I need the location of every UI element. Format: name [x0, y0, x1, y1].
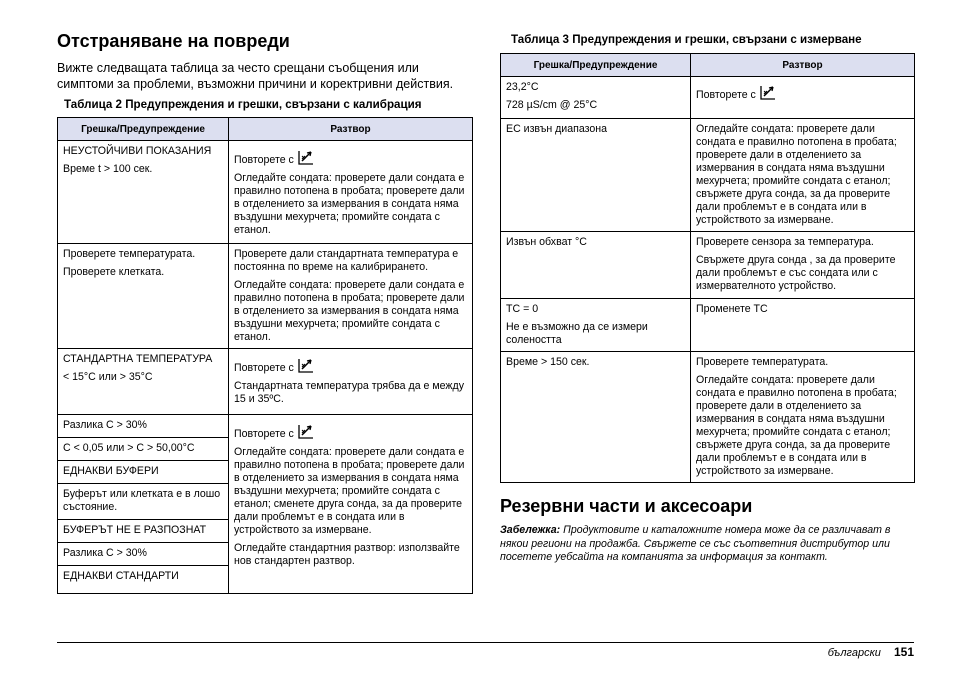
error-cell: TC = 0 Не е възможно да се измери солеността — [501, 299, 691, 352]
column-header-error: Грешка/Предупреждение — [58, 118, 229, 141]
solution-cell: Повторете с Стандартната температура трябва да е между 15 и 35ºC. — [229, 349, 473, 415]
table-row — [58, 349, 473, 415]
calibration-errors-table — [57, 117, 473, 594]
error-cell: ЕДНАКВИ СТАНДАРТИ — [58, 566, 229, 594]
table-row — [58, 244, 473, 349]
table-row — [501, 299, 915, 352]
error-cell: БУФЕРЪТ НЕ Е РАЗПОЗНАТ — [58, 520, 229, 543]
read-probe-icon — [298, 358, 314, 373]
footer-divider — [57, 642, 914, 643]
solution-cell: Проверете сензора за температура. Свържете друга сонда , за да проверите дали проблемът е със сондата или с измервателното устройство. — [691, 232, 915, 299]
table-row — [501, 352, 915, 483]
table-row — [501, 232, 915, 299]
page-number: 151 — [893, 645, 914, 659]
solution-cell: Проверете дали стандартната температура е постоянна по време на калибрирането. Огледайте сондата: проверете дали сондата е правилно потопена в пробата; проверете дали в отделението за измервания в сондата няма въздушни мехурчета; промийте сондата с етанол. — [229, 244, 473, 349]
solution-cell: Огледайте сондата: проверете дали сондата е правилно потопена в пробата; проверете дали в отделението за измервания в сондата няма въздушни мехурчета; промийте сондата с етанол; свържете друга сонда, за да проверите дали проблемът е в сондата или в устройството за измерване. — [691, 119, 915, 232]
solution-cell: Променете TC — [691, 299, 915, 352]
error-cell: Време > 150 сек. — [501, 352, 691, 483]
measurement-errors-table — [500, 53, 915, 483]
error-cell: ЕДНАКВИ БУФЕРИ — [58, 461, 229, 484]
column-header-solution: Разтвор — [691, 54, 915, 77]
error-cell: Буферът или клетката е в лошо състояние. — [58, 484, 229, 520]
footer-language: български — [827, 647, 881, 659]
error-cell: СТАНДАРТНА ТЕМПЕРАТУРА < 15°C или > 35°C — [58, 349, 229, 415]
table-row — [501, 119, 915, 232]
note-paragraph — [500, 524, 914, 565]
error-cell: 23,2°C 728 µS/cm @ 25°C — [501, 77, 691, 119]
read-probe-icon — [298, 424, 314, 439]
section-heading-troubleshooting: Отстраняване на повреди — [57, 31, 290, 51]
column-header-error: Грешка/Предупреждение — [501, 54, 691, 77]
section-heading-spare-parts: Резервни части и аксесоари — [500, 496, 753, 516]
error-cell: Извън обхват °C — [501, 232, 691, 299]
error-cell: Разлика C > 30% — [58, 543, 229, 566]
error-cell: Проверете температурата. Проверете клетката. — [58, 244, 229, 349]
page-footer — [828, 645, 914, 659]
intro-paragraph: Вижте следващата таблица за често срещани съобщения или симптоми за проблеми, възможни причини и коректривни действия. — [57, 61, 454, 91]
solution-cell: Повторете с Огледайте сондата: проверете дали сондата е правилно потопена в пробата; проверете дали в отделението за измервания в сондата няма въздушни мехурчета; промийте сондата с етанол; сменете друга сонда, за да проверите дали проблемът е в сондата или в устройството за измерване. Огледайте стандартния разтвор: използвайте нов стандартен разтвор. — [229, 415, 473, 594]
table-3-caption: Таблица 3 Предупреждения и грешки, свързани с измерване — [511, 33, 862, 46]
table-row — [58, 415, 473, 438]
solution-cell: Повторете с Огледайте сондата: проверете дали сондата е правилно потопена в пробата; проверете дали в отделението за измервания в сондата няма въздушни мехурчета; промийте сондата с етанол. — [229, 141, 473, 244]
read-probe-icon — [298, 150, 314, 165]
read-probe-icon — [760, 85, 776, 100]
error-cell: НЕУСТОЙЧИВИ ПОКАЗАНИЯ Време t > 100 сек. — [58, 141, 229, 244]
solution-cell: Повторете с — [691, 77, 915, 119]
note-label: Забележка: — [500, 524, 561, 536]
error-cell: Разлика C > 30% — [58, 415, 229, 438]
solution-cell: Проверете температурата. Огледайте сондата: проверете дали сондата е правилно потопена в пробата; проверете дали в отделението за измервания в сондата няма въздушни мехурчета; промийте сондата с етанол; свържете друга сонда, за да проверите дали проблемът е в сондата или в устройството за измерване. — [691, 352, 915, 483]
error-cell: EC извън диапазона — [501, 119, 691, 232]
note-text: Продуктовите и каталожните номера може да се различават в някои региони на продажба. Свържете се със съответния дистрибутор или посетете уебсайта на компанията за информация за контакт. — [500, 524, 891, 563]
column-header-solution: Разтвор — [229, 118, 473, 141]
table-2-caption: Таблица 2 Предупреждения и грешки, свързани с калибрация — [64, 98, 422, 111]
table-row — [58, 141, 473, 244]
error-cell: C < 0,05 или > C > 50,00°C — [58, 438, 229, 461]
table-row — [501, 77, 915, 119]
